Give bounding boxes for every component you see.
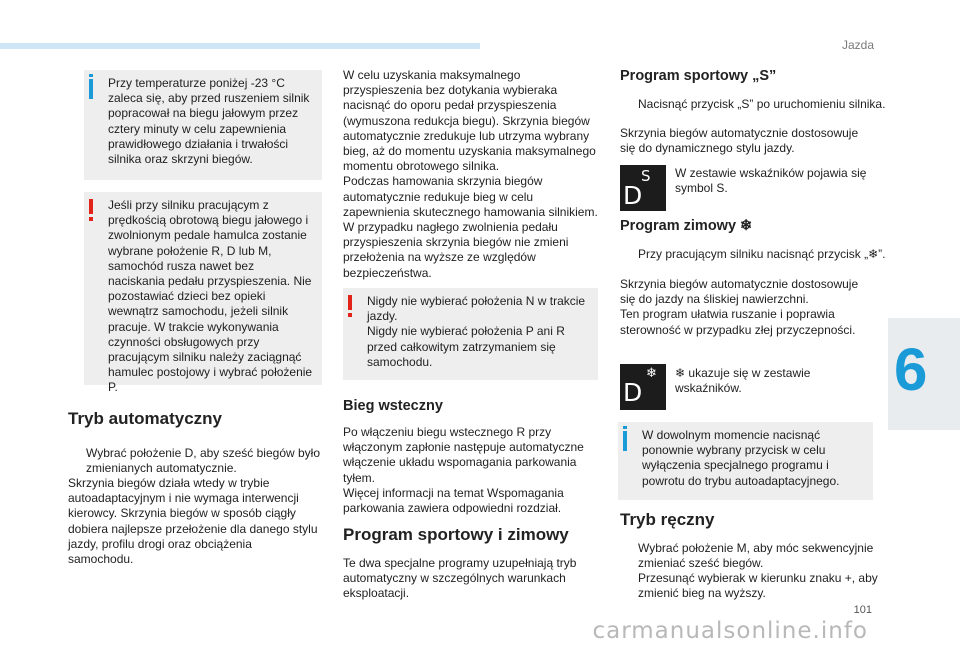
warning-box-n-p	[343, 288, 598, 380]
chapter-number: 6	[894, 336, 928, 403]
chapter-tab	[888, 318, 960, 430]
caption-snow-indicator: ❄ ukazuje się w zestawie wskaźników.	[675, 366, 811, 396]
snowflake-icon: ❄	[646, 366, 657, 381]
warning-icon	[89, 199, 93, 214]
warning-box-text: Jeśli przy silniku pracującym z prędkością obrotową biegu jałowego i zwolnionym pedale hamulca zostanie wybrane położenie R, D lub M, samochód rusza nawet bez naciskania pedału przyspieszenia. Nie pozostawiać dzieci bez opieki wewnątrz samochodu, jeżeli silnik pracuje. W trakcie wykonywania czynności obsługowych przy pracującym silniku należy zaciągnąć hamulec postojowy i wybrać położenie P.	[108, 198, 313, 395]
info-box-text: Przy temperaturze poniżej -23 °C zaleca się, aby przed ruszeniem silnik popracował na biegu jałowym przez cztery minuty w celu zapewnienia prawidłowego działania i trwałości silnika oraz skrzyni biegów.	[108, 76, 310, 167]
info-box-disable-program	[618, 422, 873, 500]
heading-tryb-automatyczny: Tryb automatyczny	[68, 409, 222, 428]
heading-program-sportowy-zimowy: Program sportowy i zimowy	[343, 525, 569, 544]
info-box-text: W dowolnym momencie nacisnąć ponownie wybrany przycisk w celu wyłączenia specjalnego programu i powrotu do trybu autoadaptacyjnego.	[642, 428, 840, 488]
snow-mode-indicator-icon: D ❄	[620, 364, 666, 410]
watermark: carmanualsonline.info	[592, 618, 868, 644]
bullet-tryb-reczny-1: Wybrać położenie M, aby móc sekwencyjnie zmieniać sześć biegów.	[638, 541, 874, 571]
sport-mode-indicator-icon: S D	[620, 165, 666, 211]
warning-box-text: Nigdy nie wybierać położenia N w trakcie jazdy. Nigdy nie wybierać położenia P ani R przed całkowitym zatrzymaniem się samochodu.	[367, 294, 586, 369]
heading-program-zimowy: Program zimowy ❄	[620, 218, 753, 234]
bullet-program-zimowy: Przy pracującym silniku nacisnąć przycisk „❄”.	[638, 247, 886, 261]
text-bieg-wsteczny: Po włączeniu biegu wstecznego R przy włączonym zapłonie następuje automatyczne włączenie układu wspomagania parkowania tyłem. Więcej informacji na temat Wspomagania parkowania zawiera odpowiedni rozdział.	[343, 425, 584, 516]
bullet-tryb-reczny-2: Przesunąć wybierak w kierunku znaku +, aby zmienić bieg na wyższy.	[638, 571, 878, 601]
info-box-temperature	[84, 70, 322, 180]
heading-tryb-reczny: Tryb ręczny	[620, 510, 715, 529]
page-number: 101	[853, 604, 872, 616]
heading-bieg-wsteczny: Bieg wsteczny	[343, 398, 443, 414]
caption-sport-indicator: W zestawie wskaźników pojawia się symbol S.	[675, 166, 867, 196]
info-icon	[623, 431, 627, 451]
bullet-program-sportowy: Nacisnąć przycisk „S” po uruchomieniu silnika.	[638, 97, 886, 111]
text-program-sportowy-zimowy: Te dwa specjalne programy uzupełniają tryb automatyczny w szczególnych warunkach eksploatacji.	[343, 556, 577, 601]
text-program-sportowy: Skrzynia biegów automatycznie dostosowuje się do dynamicznego stylu jazdy.	[620, 126, 859, 156]
warning-box-creep	[84, 192, 322, 395]
bullet-tryb-automatyczny: Wybrać położenie D, aby sześć biegów było zmienianych automatycznie.	[86, 446, 321, 476]
info-icon	[89, 79, 93, 99]
text-tryb-automatyczny: Skrzynia biegów działa wtedy w trybie autoadaptacyjnym i nie wymaga interwencji kierowcy. Skrzynia biegów w sposób ciągły dobiera najlepsze przełożenie dla danego stylu jazdy, profilu drogi oraz obciążenia samochodu.	[68, 476, 318, 567]
text-kickdown: W celu uzyskania maksymalnego przyspieszenia bez dotykania wybieraka nacisnąć do oporu pedał przyspieszenia (wymuszona redukcja biegu). Skrzynia biegów automatycznie zredukuje lub utrzyma wybrany bieg, aż do momentu uzyskania maksymalnego momentu obrotowego silnika. Podczas hamowania skrzynia biegów automatycznie redukuje bieg w celu zapewnienia skutecznego hamowania silnikiem. W przypadku nagłego zwolnienia pedału przyspieszenia skrzynia biegów nie zmieni przełożenia na wyższe ze względów bezpieczeństwa.	[343, 68, 598, 280]
header-accent-bar	[0, 43, 480, 49]
text-program-zimowy: Skrzynia biegów automatycznie dostosowuje się do jazdy na śliskiej nawierzchni. Ten program ułatwia ruszanie i poprawia sterowność w przypadku złej przyczepności.	[620, 277, 859, 337]
heading-program-sportowy: Program sportowy „S”	[620, 68, 777, 84]
warning-icon	[348, 295, 352, 310]
section-name: Jazda	[841, 38, 874, 52]
